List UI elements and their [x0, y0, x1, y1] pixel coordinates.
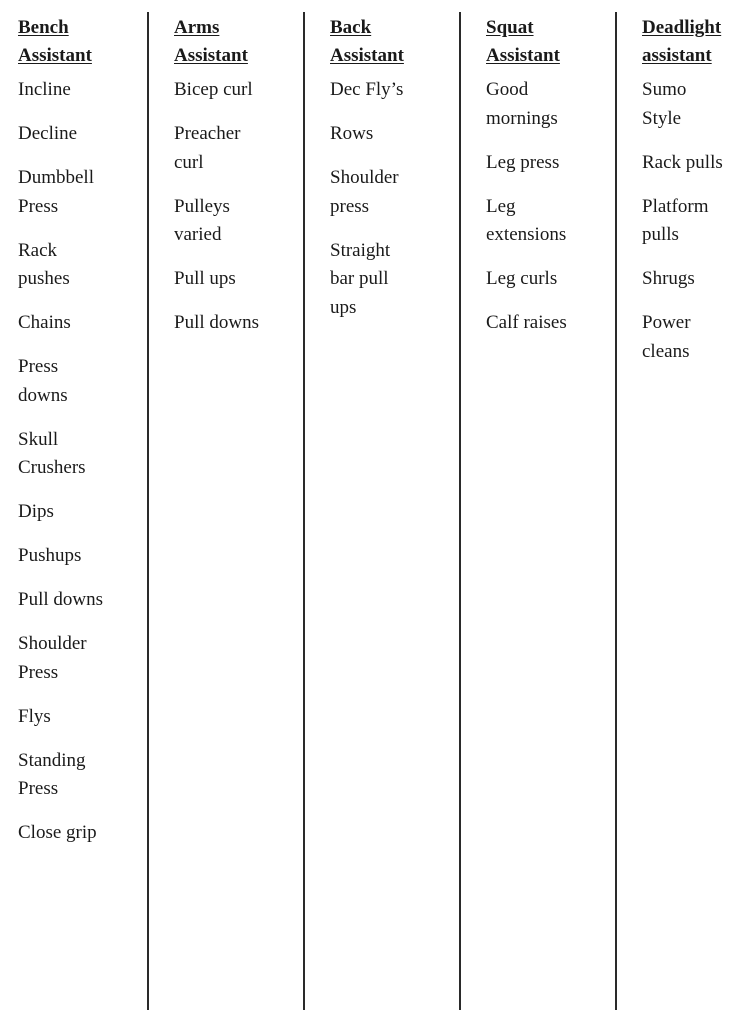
column-heading-line: Back [330, 17, 372, 38]
exercise-item-line: extensions [486, 224, 567, 245]
exercise-item [18, 586, 146, 615]
exercise-item [18, 353, 146, 410]
exercise-item [174, 193, 302, 250]
exercise-item-line: Chains [18, 312, 71, 333]
exercise-item [174, 309, 302, 338]
exercise-item [330, 164, 458, 221]
exercise-item [174, 120, 302, 177]
exercise-item-line: Shoulder [18, 633, 87, 654]
column-heading [642, 14, 748, 70]
exercise-item-line: Decline [18, 123, 78, 144]
exercise-item-line: Preacher [174, 123, 241, 144]
exercise-item-line: Bicep curl [174, 79, 253, 100]
exercise-item-line: Leg press [486, 151, 560, 173]
column-divider [147, 12, 149, 1010]
exercise-item-line: Pulleys [174, 195, 230, 217]
exercise-item-line: Platform [642, 195, 709, 217]
column-divider [303, 12, 305, 1010]
column-heading-line: Deadlight [642, 17, 722, 38]
column-heading-line: Assistant [174, 45, 248, 66]
column-heading-line: assistant [642, 45, 712, 66]
exercise-item-line: Press [18, 195, 59, 217]
exercise-item-line: Flys [18, 705, 51, 727]
column-heading-line: Bench [18, 17, 69, 38]
exercise-item [18, 747, 146, 804]
exercise-item-line: Skull [18, 428, 59, 450]
exercise-item [18, 542, 146, 571]
column-divider [459, 12, 461, 1010]
column-heading [174, 14, 302, 70]
exercise-item-line: ups [330, 296, 357, 318]
exercise-item [642, 309, 748, 366]
exercise-item [486, 265, 614, 294]
exercise-item-line: Power [642, 312, 691, 333]
exercise-item-line: Shoulder [330, 167, 399, 188]
exercise-item [642, 149, 748, 178]
exercise-item [330, 120, 458, 149]
exercise-item [330, 237, 458, 323]
exercise-item-line: Crushers [18, 457, 86, 478]
exercise-item-line: Press [18, 661, 59, 683]
exercise-item [18, 426, 146, 483]
exercise-item-line: Pull ups [174, 268, 236, 289]
column-heading-line: Assistant [330, 45, 404, 66]
column-arms [174, 0, 302, 1023]
exercise-item-line: Close grip [18, 822, 97, 843]
exercise-item [18, 164, 146, 221]
exercise-item-line: Dec Fly’s [330, 79, 404, 100]
exercise-item [486, 76, 614, 133]
exercise-item [330, 76, 458, 105]
exercise-item-line: Pushups [18, 545, 82, 566]
exercise-item-line: curl [174, 151, 204, 173]
exercise-item [486, 309, 614, 338]
exercise-item-line: bar pull [330, 268, 389, 289]
exercise-item [642, 76, 748, 133]
exercise-item-line: Pull downs [18, 589, 103, 610]
exercise-item [18, 703, 146, 732]
column-squat [486, 0, 614, 1023]
exercise-item-line: Leg curls [486, 268, 558, 289]
exercise-item-line: Press [18, 356, 59, 377]
exercise-item [174, 265, 302, 294]
exercise-item-line: Sumo [642, 79, 687, 100]
column-back [330, 0, 458, 1023]
exercise-item-line: mornings [486, 107, 558, 129]
column-heading-line: Assistant [18, 45, 92, 66]
exercise-item-line: Pull downs [174, 312, 259, 333]
exercise-item [642, 193, 748, 250]
column-deadlift [642, 0, 748, 1023]
exercise-item-line: Shrugs [642, 268, 695, 289]
exercise-item [486, 149, 614, 178]
exercise-item [486, 193, 614, 250]
exercise-item [18, 237, 146, 294]
exercise-item-line: pushes [18, 268, 70, 289]
column-heading [330, 14, 458, 70]
column-heading-line: Assistant [486, 45, 560, 66]
exercise-item-line: Straight [330, 239, 391, 261]
column-heading [486, 14, 614, 70]
exercise-item [642, 265, 748, 294]
exercise-item-line: downs [18, 384, 68, 406]
exercise-item-line: Rack [18, 239, 58, 261]
exercise-item-line: Leg [486, 195, 516, 217]
exercise-item-line: Dumbbell [18, 167, 94, 188]
column-heading-line: Arms [174, 17, 220, 38]
exercise-item-line: Dips [18, 501, 54, 522]
exercise-item [18, 120, 146, 149]
exercise-item [18, 76, 146, 105]
exercise-item-line: press [330, 195, 370, 217]
exercise-item-line: Good [486, 79, 529, 100]
exercise-item-line: Rows [330, 123, 374, 144]
column-heading-line: Squat [486, 17, 534, 38]
exercise-item [18, 498, 146, 527]
column-heading [18, 14, 146, 70]
exercise-item-line: Calf raises [486, 312, 567, 333]
exercise-item-line: Press [18, 778, 59, 799]
exercise-item-line: Rack pulls [642, 151, 723, 173]
column-divider [615, 12, 617, 1010]
exercise-item-line: Standing [18, 749, 86, 771]
exercise-item-line: cleans [642, 340, 690, 362]
exercise-item-line: Style [642, 107, 682, 129]
exercise-item-line: Incline [18, 79, 71, 100]
exercise-item [18, 309, 146, 338]
exercise-item [18, 630, 146, 687]
column-bench [18, 0, 146, 1023]
exercise-item-line: varied [174, 224, 222, 245]
exercise-item [174, 76, 302, 105]
exercise-item [18, 819, 146, 848]
exercise-item-line: pulls [642, 224, 679, 245]
